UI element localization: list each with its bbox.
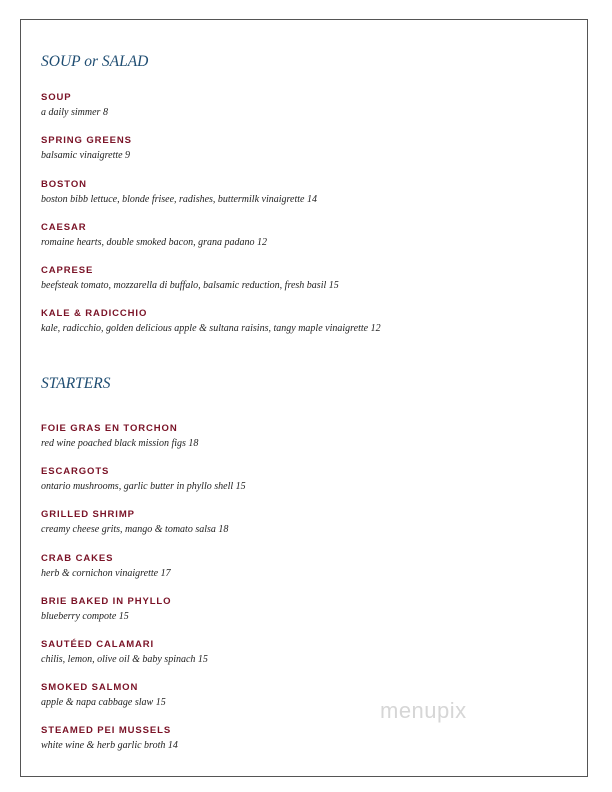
item-description: red wine poached black mission figs 18	[41, 438, 199, 449]
item-name: SAUTÉED CALAMARI	[41, 639, 155, 650]
item-description: blueberry compote 15	[41, 611, 129, 622]
item-description: ontario mushrooms, garlic butter in phyllo shell 15	[41, 481, 246, 492]
item-name: STEAMED PEI MUSSELS	[41, 725, 172, 736]
item-description: kale, radicchio, golden delicious apple & sultana raisins, tangy maple vinaigrette 12	[41, 323, 381, 334]
item-name: ESCARGOTS	[41, 466, 110, 477]
menu-item-pei-mussels	[41, 725, 571, 752]
item-description: creamy cheese grits, mango & tomato salsa 18	[41, 524, 229, 535]
menu-page	[20, 19, 588, 777]
item-description: balsamic vinaigrette 9	[41, 150, 131, 161]
watermark-logo: menupix	[380, 698, 467, 723]
item-name: SPRING GREENS	[41, 135, 132, 146]
item-description: boston bibb lettuce, blonde frisee, radishes, buttermilk vinaigrette 14	[41, 194, 317, 205]
item-name: KALE & RADICCHIO	[41, 308, 148, 319]
item-description: white wine & herb garlic broth 14	[41, 740, 178, 751]
item-name: SMOKED SALMON	[41, 682, 139, 693]
item-description: beefsteak tomato, mozzarella di buffalo, balsamic reduction, fresh basil 15	[41, 280, 339, 291]
menu-item-soup	[41, 92, 571, 119]
menu-item-foie-gras	[41, 423, 571, 450]
item-name: CAESAR	[41, 222, 87, 233]
item-description: apple & napa cabbage slaw 15	[41, 697, 166, 708]
item-description: romaine hearts, double smoked bacon, grana padano 12	[41, 237, 267, 248]
menu-item-boston	[41, 179, 571, 206]
item-description: chilis, lemon, olive oil & baby spinach 15	[41, 654, 208, 665]
menu-item-grilled-shrimp	[41, 509, 571, 536]
menu-item-caesar	[41, 222, 571, 249]
section-title-starters: STARTERS	[41, 375, 111, 392]
menu-item-brie	[41, 596, 571, 623]
menu-item-smoked-salmon	[41, 682, 571, 709]
menu-item-crab-cakes	[41, 553, 571, 580]
menu-item-caprese	[41, 265, 571, 292]
item-name: FOIE GRAS EN TORCHON	[41, 423, 178, 434]
menu-item-escargots	[41, 466, 571, 493]
item-name: CAPRESE	[41, 265, 94, 276]
menu-item-calamari	[41, 639, 571, 666]
item-description: a daily simmer 8	[41, 107, 108, 118]
item-name: CRAB CAKES	[41, 553, 114, 564]
item-description: herb & cornichon vinaigrette 17	[41, 568, 171, 579]
item-name: SOUP	[41, 92, 72, 103]
section-title-soup-salad: SOUP or SALAD	[41, 53, 149, 70]
menu-item-spring-greens	[41, 135, 571, 162]
menu-item-kale-radicchio	[41, 308, 571, 335]
item-name: GRILLED SHRIMP	[41, 509, 135, 520]
item-name: BOSTON	[41, 179, 87, 190]
item-name: BRIE BAKED IN PHYLLO	[41, 596, 172, 607]
